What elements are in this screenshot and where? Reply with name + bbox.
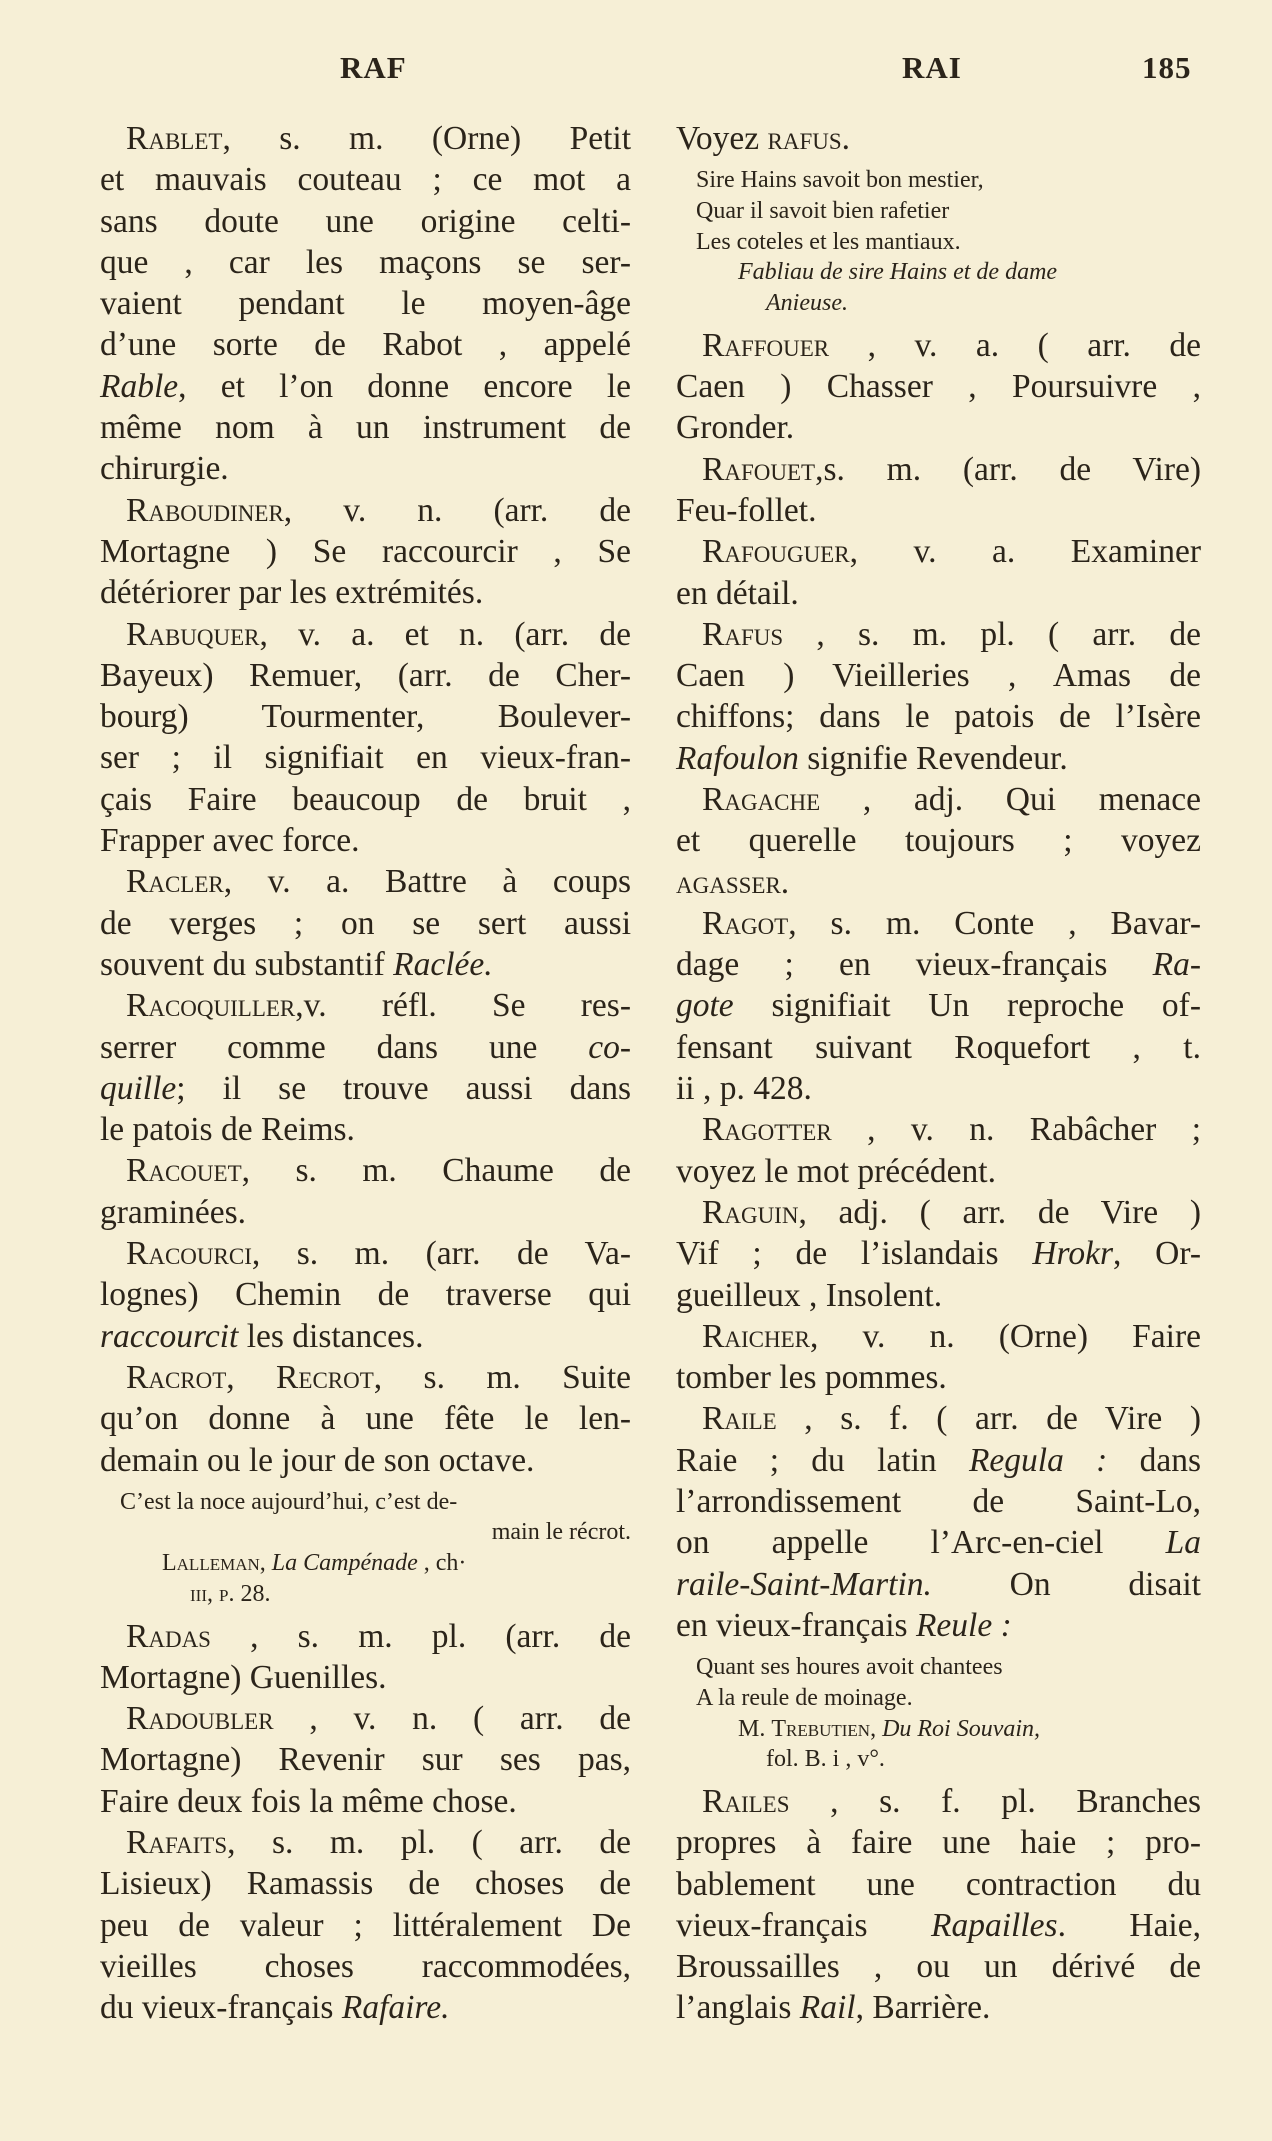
- text-line: [676, 1233, 1201, 1274]
- headword: Raffouer: [702, 326, 830, 364]
- text: ,s. m. (arr. de Vire): [815, 450, 1201, 488]
- text: M.: [738, 1715, 772, 1742]
- italic-text: Raclée.: [393, 945, 493, 983]
- dictionary-entry: [676, 1781, 1201, 2029]
- running-head-left: RAF: [340, 50, 407, 85]
- text: A la reule de moinage.: [696, 1684, 913, 1711]
- text: dans: [1107, 1441, 1202, 1479]
- dictionary-entry: [676, 903, 1201, 1109]
- text-line: [100, 1863, 631, 1904]
- quote-line: [676, 1744, 1201, 1775]
- text-line: [676, 1357, 1201, 1398]
- text: qu’on donne à une fête le len-: [100, 1400, 631, 1438]
- text: gueilleux , Insolent.: [676, 1276, 943, 1314]
- text-line: [676, 407, 1201, 448]
- italic-text: Rail: [799, 1989, 856, 2027]
- text-line: [100, 737, 631, 778]
- text: , s. m. pl. (arr. de: [210, 1617, 631, 1655]
- headword: Rablet: [126, 120, 223, 157]
- text-line: [100, 903, 631, 944]
- italic-text: Du Roi Souvain,: [882, 1715, 1041, 1742]
- right-column: [676, 118, 1201, 2029]
- text-line: [676, 944, 1201, 985]
- text-line: [100, 1357, 631, 1398]
- dictionary-entry: [100, 118, 631, 490]
- italic-text: Hrokr: [1032, 1235, 1113, 1273]
- text-line: [100, 614, 631, 655]
- text-line: [100, 1068, 631, 1109]
- dictionary-entry: [100, 490, 631, 614]
- text-line: [676, 1316, 1201, 1357]
- quote-line: [676, 1683, 1201, 1714]
- headword: Rafus: [702, 615, 784, 653]
- text-line: [100, 1027, 631, 1068]
- text-line: [100, 944, 631, 985]
- text: fol. B. i , v°.: [766, 1746, 885, 1773]
- text: signifiait Un reproche of-: [733, 987, 1201, 1025]
- dictionary-entry: [676, 325, 1201, 449]
- text: , s. m. pl. ( arr. de: [227, 1824, 631, 1862]
- text-line: [676, 655, 1201, 696]
- text: on appelle l’Arc-en-ciel: [676, 1524, 1166, 1562]
- text: ser ; il signifiait en vieux-fran-: [100, 739, 631, 777]
- text: vaient pendant le moyen-âge: [100, 285, 631, 323]
- headword: Raboudiner: [126, 491, 284, 529]
- quotation: [100, 1487, 631, 1610]
- text: ; il se trouve aussi dans: [176, 1069, 631, 1107]
- text: Mortagne) Guenilles.: [100, 1658, 387, 1696]
- headword: Recrot: [276, 1358, 374, 1396]
- text: , s. m. pl. ( arr. de: [783, 615, 1201, 653]
- headword: Ragot: [702, 904, 789, 942]
- text: , s. f. pl. Branches: [789, 1782, 1201, 1820]
- text: , s. m. (arr. de Va-: [251, 1235, 631, 1273]
- headword: Trebutien: [771, 1715, 871, 1742]
- text: vieilles choses raccommodées,: [100, 1947, 631, 1985]
- headword: Racrot: [126, 1358, 227, 1396]
- headword: Ragotter: [702, 1111, 832, 1149]
- italic-text: Rable: [100, 367, 179, 405]
- text: Quar il savoit bien rafetier: [696, 197, 950, 224]
- italic-text: Ra-: [1152, 946, 1201, 984]
- quote-line: [676, 257, 1201, 288]
- text-line: [100, 1440, 631, 1481]
- text-line: [676, 490, 1201, 531]
- text: peu de valeur ; littéralement De: [100, 1906, 631, 1944]
- text: , adj. Qui menace: [820, 781, 1201, 818]
- text: Mortagne ) Se raccourcir , Se: [100, 532, 631, 570]
- text-line: [676, 366, 1201, 407]
- dictionary-entry: [100, 1233, 631, 1357]
- text: , v. n. ( arr. de: [273, 1700, 631, 1738]
- text-line: [676, 1946, 1201, 1987]
- text-line: [100, 159, 631, 200]
- text-line: [100, 1657, 631, 1698]
- dictionary-entry: [100, 1698, 631, 1822]
- text-line: [100, 448, 631, 489]
- text-line: [676, 1398, 1201, 1439]
- text-line: [676, 325, 1201, 366]
- text-line: [676, 1109, 1201, 1150]
- headword: agasser.: [676, 863, 790, 901]
- text: , ch·: [417, 1550, 467, 1577]
- text: Faire deux fois la même chose.: [100, 1782, 517, 1820]
- dictionary-entry: [676, 1192, 1201, 1316]
- text: ii , p. 428.: [676, 1070, 812, 1108]
- text-line: [100, 1822, 631, 1863]
- text-line: [100, 1150, 631, 1191]
- text-line: [100, 201, 631, 242]
- headword: Raguin: [702, 1193, 799, 1231]
- text: et querelle toujours ; voyez: [676, 822, 1201, 860]
- text-line: [100, 283, 631, 324]
- dictionary-entry: [676, 1316, 1201, 1399]
- italic-text: gote: [676, 987, 734, 1025]
- text: , s. m. Chaume de: [241, 1152, 631, 1190]
- text-line: [676, 1564, 1201, 1605]
- text: graminées.: [100, 1193, 247, 1231]
- text: Caen ) Vieilleries , Amas de: [676, 657, 1201, 695]
- text: d’une sorte de Rabot , appelé: [100, 326, 631, 364]
- headword: Radas: [126, 1617, 211, 1655]
- text-line: [100, 1274, 631, 1315]
- dictionary-entry: [676, 1109, 1201, 1192]
- text-line: [676, 449, 1201, 490]
- text-line: [676, 531, 1201, 572]
- text: Les coteles et les mantiaux.: [696, 228, 961, 255]
- text: du vieux-français: [100, 1989, 342, 2027]
- text: , Barrière.: [855, 1989, 991, 2027]
- text-line: [676, 820, 1201, 861]
- italic-text: La Campénade: [271, 1550, 418, 1577]
- dictionary-entry: [100, 985, 631, 1150]
- text-line: [100, 1316, 631, 1357]
- text: vieux-français: [676, 1906, 932, 1944]
- text: demain ou le jour de son octave.: [100, 1441, 535, 1479]
- headword: Rabuquer: [126, 615, 260, 653]
- dictionary-entry: [676, 779, 1201, 903]
- dictionary-entry: [100, 614, 631, 862]
- text: en détail.: [676, 574, 799, 612]
- text: On disait: [931, 1565, 1201, 1603]
- italic-text: Regula :: [968, 1441, 1108, 1479]
- italic-text: Fabliau de sire Hains et de dame: [738, 259, 1058, 286]
- dictionary-entry: [676, 531, 1201, 614]
- text-line: [676, 1440, 1201, 1481]
- text-line: [676, 573, 1201, 614]
- text-line: [676, 738, 1201, 779]
- text: , v. a. Battre à coups: [223, 863, 631, 901]
- italic-text: Rafoulon: [676, 739, 799, 777]
- text: Mortagne) Revenir sur ses pas,: [100, 1741, 631, 1779]
- text: Broussailles , ou un dérivé de: [676, 1948, 1201, 1986]
- text-line: [676, 1275, 1201, 1316]
- text: dage ; en vieux-français: [676, 946, 1153, 984]
- text-line: [676, 1781, 1201, 1822]
- quote-line: [676, 1714, 1201, 1745]
- text-line: [676, 903, 1201, 944]
- quote-line: [676, 288, 1201, 319]
- text: bourg) Tourmenter, Boulever-: [100, 698, 631, 736]
- text-line: [100, 655, 631, 696]
- text: fensant suivant Roquefort , t.: [676, 1028, 1201, 1066]
- text: souvent du substantif: [100, 945, 394, 983]
- text-line: [100, 1739, 631, 1780]
- quotation: [676, 165, 1201, 318]
- text-line: [100, 1781, 631, 1822]
- text-line: [100, 696, 631, 737]
- text: ,: [226, 1358, 277, 1396]
- text-line: [676, 779, 1201, 820]
- text-line: [676, 696, 1201, 737]
- headword: Rafouguer: [702, 533, 850, 571]
- text: et mauvais couteau ; ce mot a: [100, 161, 631, 199]
- text: l’arrondissement de Saint-Lo,: [676, 1483, 1201, 1521]
- headword: Radoubler: [126, 1700, 274, 1738]
- dictionary-entry: [676, 449, 1201, 532]
- text: Voyez: [676, 120, 768, 157]
- headword: Railes: [702, 1782, 790, 1820]
- text: Feu-follet.: [676, 491, 817, 529]
- text: les distances.: [238, 1317, 424, 1355]
- page-number: 185: [1142, 50, 1192, 85]
- text-line: [100, 366, 631, 407]
- quote-line: [100, 1579, 631, 1610]
- text-line: [100, 1905, 631, 1946]
- text: Quant ses houres avoit chantees: [696, 1654, 1003, 1681]
- headword: rafus.: [767, 120, 851, 157]
- text: tomber les pommes.: [676, 1359, 947, 1397]
- quote-line: [676, 165, 1201, 196]
- text: chirurgie.: [100, 450, 229, 488]
- text: , s. m. Conte , Bavar-: [788, 904, 1201, 942]
- quote-line: [100, 1548, 631, 1579]
- text: le patois de Reims.: [100, 1111, 355, 1149]
- quote-line: [100, 1517, 631, 1548]
- text-line: [100, 1192, 631, 1233]
- text-line: [100, 861, 631, 902]
- dictionary-entry: [100, 1357, 631, 1481]
- text: détériorer par les extrémités.: [100, 574, 484, 612]
- text-line: [676, 1068, 1201, 1109]
- text: . Haie,: [1057, 1906, 1201, 1944]
- text-line: [676, 1027, 1201, 1068]
- headword: Raile: [702, 1400, 777, 1438]
- text-line: [676, 1905, 1201, 1946]
- text: ,: [870, 1715, 883, 1742]
- text: Lisieux) Ramassis de choses de: [100, 1865, 631, 1903]
- text: , et l’on donne encore le: [178, 367, 631, 405]
- italic-text: raile-Saint-Martin.: [676, 1565, 932, 1603]
- text: , Or-: [1113, 1235, 1201, 1273]
- headword: Racler: [126, 863, 224, 901]
- dictionary-entry: [676, 614, 1201, 779]
- text-line: [100, 1946, 631, 1987]
- text-line: [100, 324, 631, 365]
- text: C’est la noce aujourd’hui, c’est de-: [120, 1488, 458, 1515]
- dictionary-entry: [100, 1822, 631, 2028]
- text-line: [100, 820, 631, 861]
- text-line: [676, 862, 1201, 903]
- text: Raie ; du latin: [676, 1441, 969, 1479]
- text: en vieux-français: [676, 1606, 916, 1644]
- headword: Racourci: [126, 1235, 252, 1273]
- headword: Racouet: [126, 1152, 242, 1190]
- text: l’anglais: [676, 1989, 800, 2027]
- italic-text: Rapailles: [931, 1906, 1058, 1944]
- text: Bayeux) Remuer, (arr. de Cher-: [100, 656, 631, 694]
- text-line: [100, 1398, 631, 1439]
- headword: Racoquiller: [126, 987, 296, 1025]
- text: , v. a. et n. (arr. de: [259, 615, 631, 653]
- text-line: [100, 1616, 631, 1657]
- text: chiffons; dans le patois de l’Isère: [676, 698, 1201, 736]
- quote-line: [676, 227, 1201, 258]
- text-line: [676, 1605, 1201, 1646]
- running-head-right: RAI: [902, 50, 962, 85]
- text: voyez le mot précédent.: [676, 1152, 996, 1190]
- text-line: [100, 1698, 631, 1739]
- text: ,: [259, 1550, 272, 1577]
- italic-text: Reule :: [915, 1606, 1012, 1644]
- text-line: [100, 572, 631, 613]
- text-line: [676, 118, 1201, 159]
- text: de verges ; on se sert aussi: [100, 904, 631, 942]
- text-line: [676, 614, 1201, 655]
- headword: Rafouet: [702, 450, 816, 488]
- text: Frapper avec force.: [100, 822, 360, 860]
- text-line: [100, 1987, 631, 2028]
- text: , s. f. ( arr. de Vire ): [776, 1400, 1201, 1438]
- text-line: [676, 1151, 1201, 1192]
- quote-line: [676, 196, 1201, 227]
- text-line: [100, 407, 631, 448]
- text-line: [676, 1822, 1201, 1863]
- text: , v. a. ( arr. de: [829, 326, 1201, 364]
- text: même nom à un instrument de: [100, 409, 631, 447]
- text: serrer comme dans une: [100, 1028, 589, 1066]
- text: , v. a. Examiner: [849, 533, 1201, 571]
- headword: Raicher: [702, 1317, 810, 1355]
- italic-text: La: [1165, 1524, 1201, 1562]
- text-line: [100, 1109, 631, 1150]
- dictionary-entry: [100, 861, 631, 985]
- italic-text: quille: [100, 1069, 177, 1107]
- headword: Ragache: [702, 781, 821, 818]
- text: Caen ) Chasser , Poursuivre ,: [676, 368, 1201, 406]
- text: , adj. ( arr. de Vire ): [798, 1193, 1201, 1231]
- text-line: [100, 985, 631, 1026]
- text-line: [676, 1522, 1201, 1563]
- text: , s. m. (Orne) Petit: [222, 120, 631, 157]
- text-line: [100, 531, 631, 572]
- dictionary-entry: [676, 1398, 1201, 1646]
- quote-line: [676, 1652, 1201, 1683]
- text: Vif ; de l’islandais: [676, 1235, 1033, 1273]
- text-line: [100, 118, 631, 159]
- left-column: [100, 118, 631, 2029]
- text: Sire Hains savoit bon mestier,: [696, 167, 984, 194]
- dictionary-entry: [100, 1150, 631, 1233]
- text: main le récrot.: [491, 1519, 631, 1546]
- italic-text: co-: [588, 1028, 631, 1066]
- headword: Rafaits: [126, 1824, 228, 1862]
- text: lognes) Chemin de traverse qui: [100, 1276, 631, 1314]
- quote-line: [100, 1487, 631, 1518]
- text-line: [100, 490, 631, 531]
- text-line: [676, 1481, 1201, 1522]
- dictionary-entry: [100, 1616, 631, 1699]
- headword: iii, p. 28.: [190, 1580, 271, 1607]
- italic-text: raccourcit: [100, 1317, 239, 1355]
- quotation: [676, 1652, 1201, 1775]
- text: , v. n. Rabâcher ;: [831, 1111, 1201, 1149]
- text: bablement une contraction du: [676, 1865, 1201, 1903]
- italic-text: Rafaire.: [341, 1989, 450, 2027]
- dictionary-entry: [676, 118, 1201, 159]
- text: , s. m. Suite: [373, 1358, 631, 1396]
- text-line: [676, 985, 1201, 1026]
- text: que , car les maçons se ser-: [100, 243, 631, 281]
- text: çais Faire beaucoup de bruit ,: [100, 780, 631, 818]
- text: , v. n. (arr. de: [283, 491, 631, 529]
- text-line: [676, 1192, 1201, 1233]
- italic-text: Anieuse.: [766, 290, 848, 317]
- text-line: [100, 1233, 631, 1274]
- text: propres à faire une haie ; pro-: [676, 1824, 1201, 1862]
- text: Gronder.: [676, 409, 795, 447]
- headword: Lalleman: [162, 1550, 260, 1577]
- text: signifie Revendeur.: [798, 739, 1068, 777]
- text-line: [676, 1864, 1201, 1905]
- text: , v. n. (Orne) Faire: [809, 1317, 1201, 1355]
- text-line: [100, 242, 631, 283]
- text: ,v. réfl. Se res-: [295, 987, 631, 1025]
- text-line: [676, 1987, 1201, 2028]
- text-line: [100, 779, 631, 820]
- text: sans doute une origine celti-: [100, 202, 631, 240]
